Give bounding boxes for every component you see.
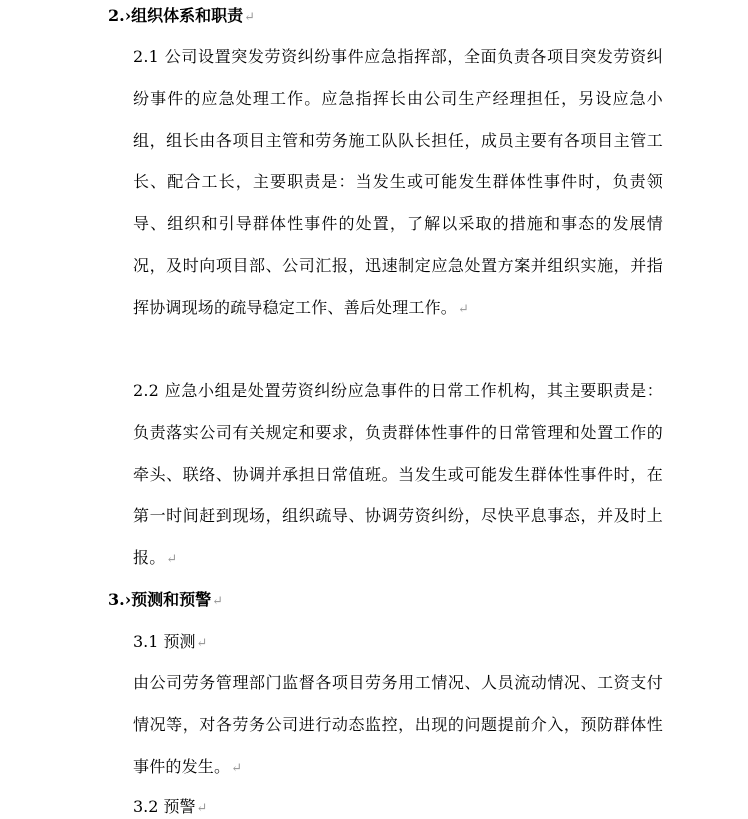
section-2-2-paragraph — [133, 370, 663, 581]
section-3-1-text: 3.1 预测 — [133, 632, 196, 651]
section-2-1-paragraph — [133, 36, 663, 331]
section-3-heading — [108, 590, 223, 612]
paragraph-mark-icon: ↵ — [244, 10, 256, 25]
section-2-2-text: 2.2 应急小组是处置劳资纠纷应急事件的日常工作机构，其主要职责是：负责落实公司有关规定和要求，负责群体性事件的日常管理和处置工作的牵头、联络、协调并承担日常值班。当发生或可能发生群体性事件时，在第一时间赶到现场，组织疏导、协调劳资纠纷，尽快平息事态，并及时上报。 — [133, 381, 663, 568]
section-3-1-body-text: 由公司劳务管理部门监督各项目劳务用工情况、人员流动情况、工资支付情况等，对各劳务公司进行动态监控，出现的问题提前介入，预防群体性事件的发生。 — [133, 673, 663, 776]
section-3-2-text: 3.2 预警 — [133, 797, 196, 816]
section-3-2-subheading — [133, 797, 207, 819]
section-3-heading-text: 3.›预测和预警 — [108, 590, 212, 609]
section-2-heading — [108, 6, 255, 28]
paragraph-mark-icon: ↵ — [166, 552, 178, 568]
section-2-1-text: 2.1 公司设置突发劳资纠纷事件应急指挥部，全面负责各项目突发劳资纠纷事件的应急处理工作。应急指挥长由公司生产经理担任，另设应急小组，组长由各项目主管和劳务施工队队长担任，成员主要有各项目主管工长、配合工长，主要职责是：当发生或可能发生群体性事件时，负责领导、组织和引导群体性事件的处置，了解以采取的措施和事态的发展情况，及时向项目部、公司汇报，迅速制定应急处置方案并组织实施，并指挥协调现场的疏导稳定工作、善后处理工作。 — [133, 47, 663, 317]
paragraph-mark-icon: ↵ — [231, 760, 243, 776]
paragraph-mark-icon: ↵ — [196, 801, 208, 816]
paragraph-mark-icon: ↵ — [196, 636, 208, 651]
section-3-1-subheading — [133, 632, 207, 654]
paragraph-mark-icon: ↵ — [458, 301, 470, 317]
paragraph-mark-icon: ↵ — [212, 594, 224, 609]
section-2-heading-text: 2.›组织体系和职责 — [108, 6, 244, 25]
section-3-1-paragraph — [133, 662, 663, 789]
